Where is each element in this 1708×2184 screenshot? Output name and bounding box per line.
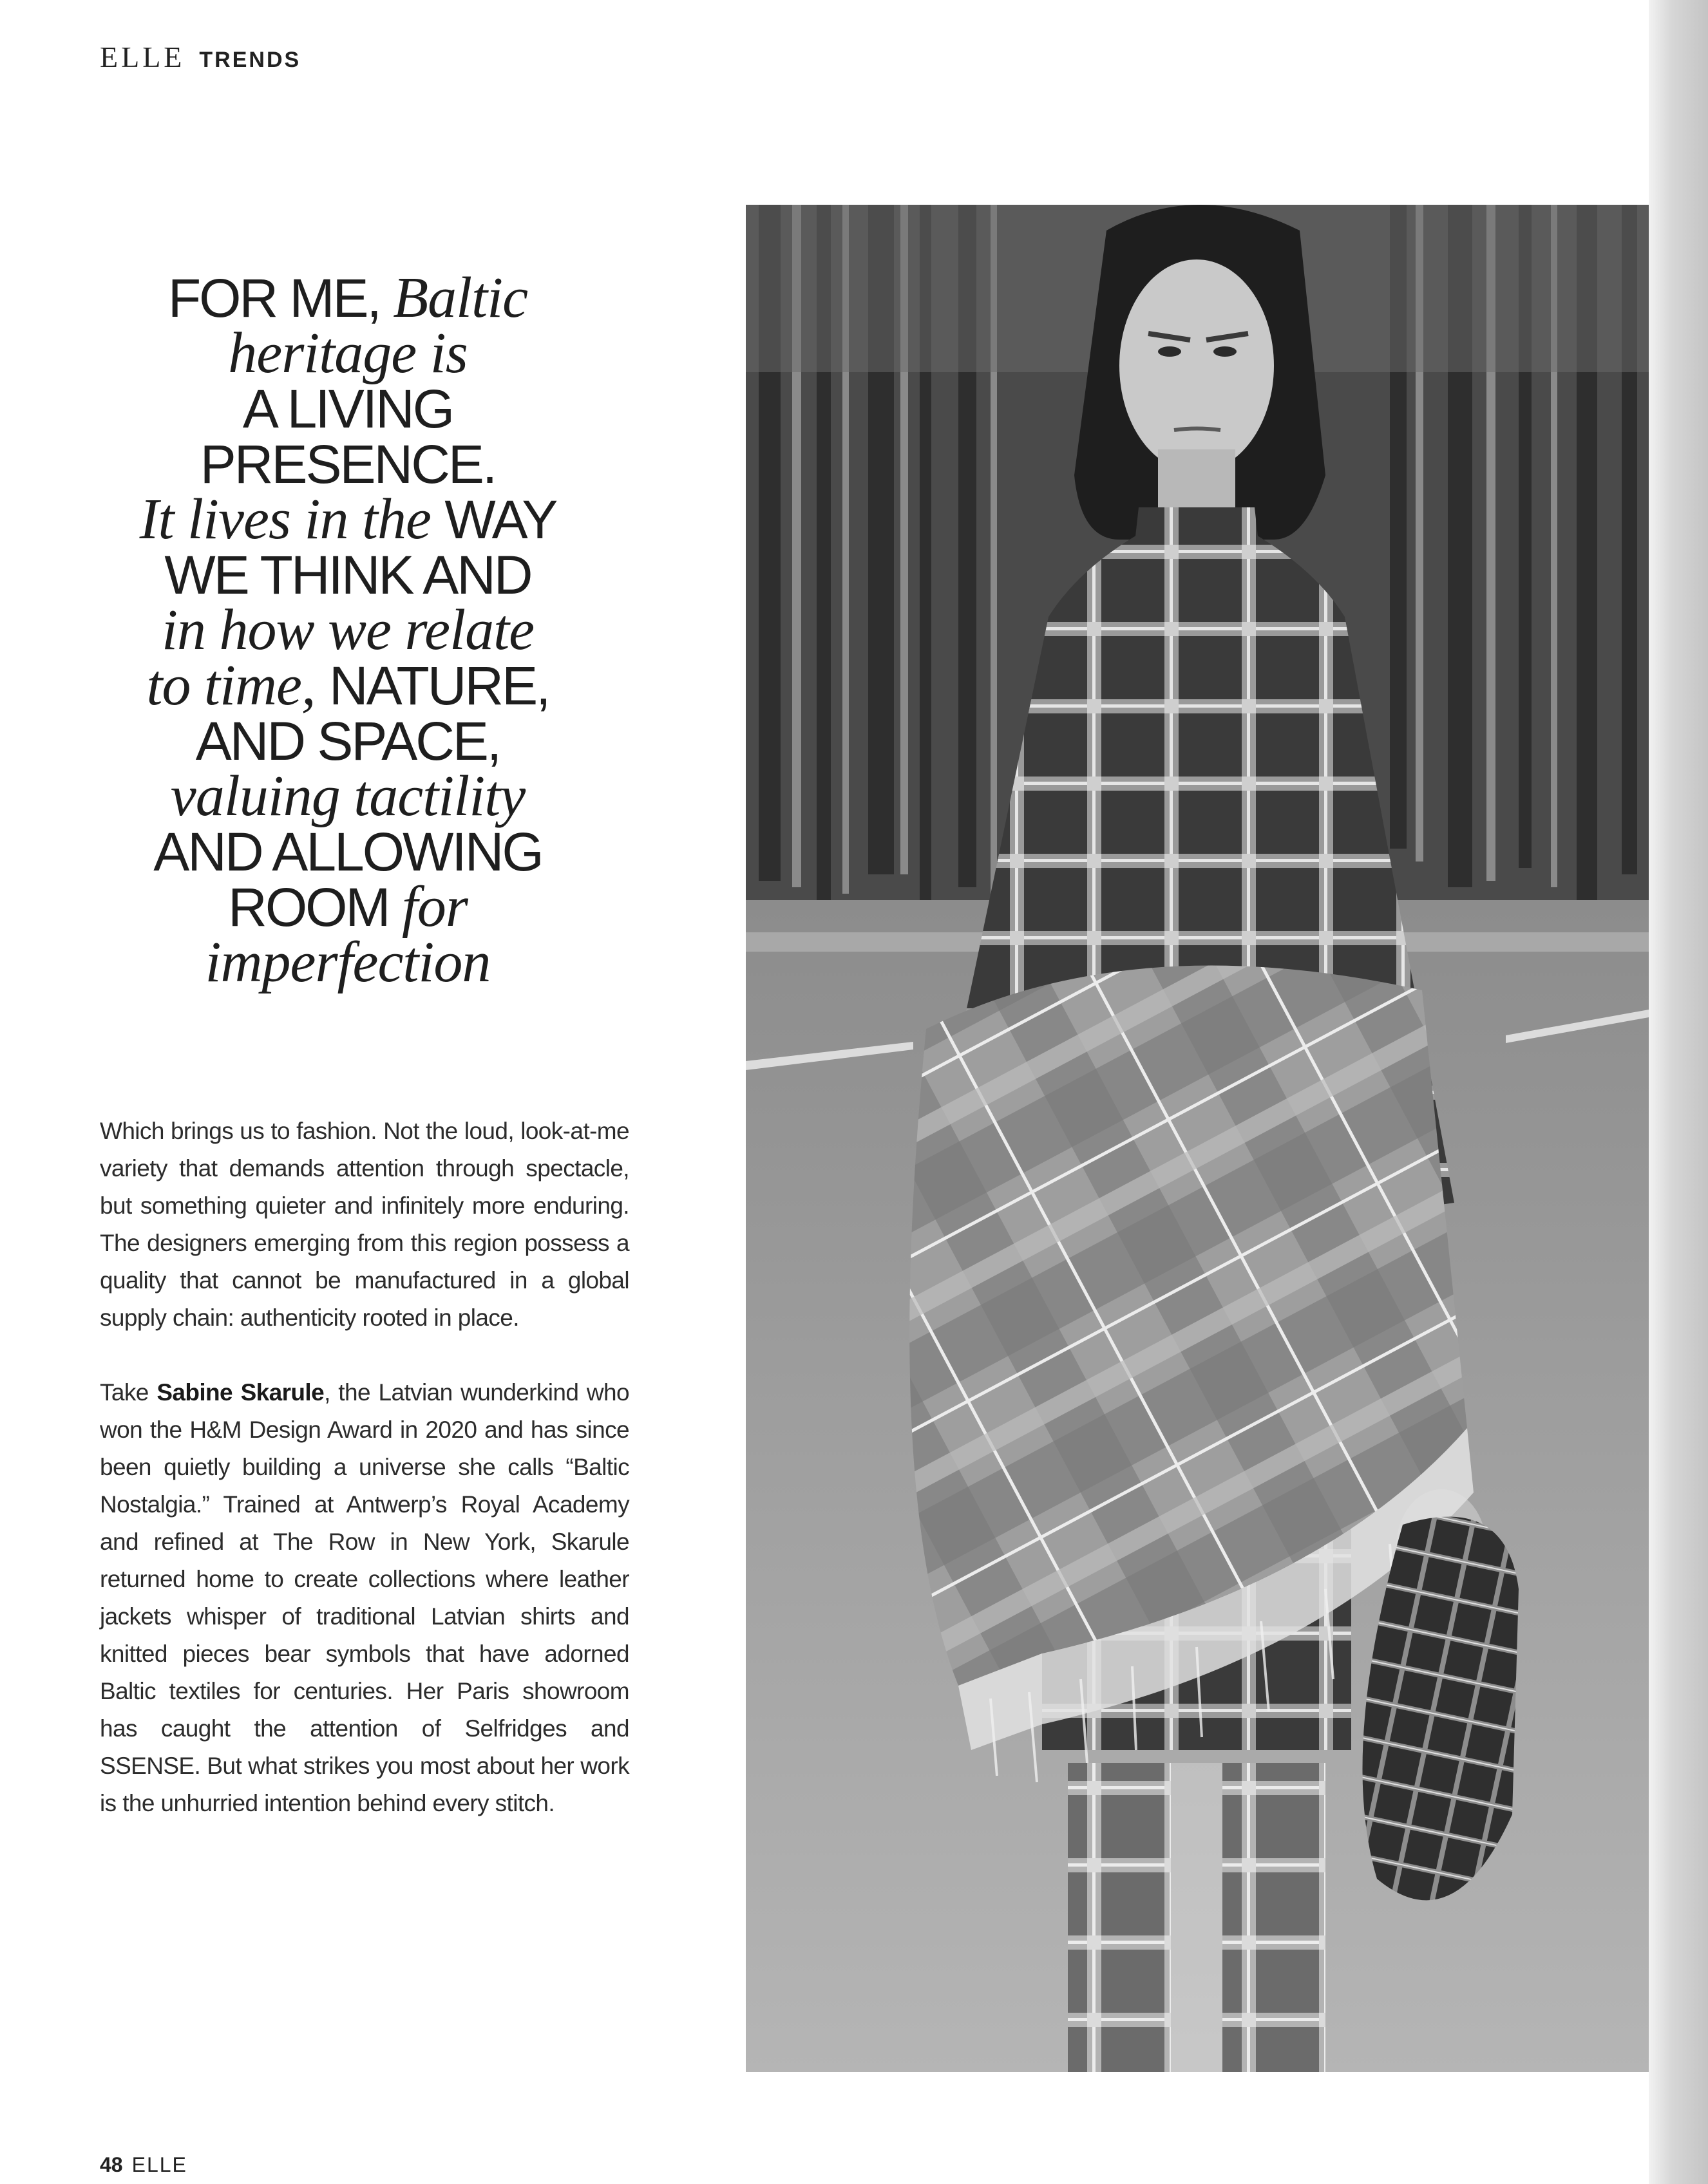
paragraph-2 — [100, 1374, 629, 1822]
section-label: TRENDS — [199, 48, 301, 72]
pull-quote-italic: to time, — [146, 654, 329, 717]
pull-quote-italic: valuing tactility — [170, 764, 526, 828]
pull-quote-italic: imperfection — [205, 930, 491, 994]
pull-quote-italic: It lives in the — [139, 487, 445, 551]
pull-quote-line — [97, 654, 599, 717]
paragraph-1: Which brings us to fashion. Not the loud, look-at-me variety that demands attention through spectacle, but something quieter and infinitely more enduring. The designers emerging from this region possess a quality that cannot be manufactured in a global supply chain: authenticity rooted in place. — [100, 1118, 629, 1331]
paragraph-2-lead: Take — [100, 1379, 157, 1406]
pull-quote-roman: AND ALLOWING — [153, 822, 542, 882]
pull-quote-roman: NATURE, — [329, 655, 549, 716]
adjacent-page-edge — [1649, 0, 1708, 2184]
pull-quote-roman: A LIVING — [242, 379, 453, 439]
designer-name: Sabine Skarule — [157, 1379, 325, 1406]
pull-quote-line — [97, 930, 599, 994]
pull-quote-roman: FOR ME, — [167, 268, 394, 328]
article-body — [100, 1113, 629, 1859]
pull-quote-roman: WE THINK AND — [164, 545, 531, 605]
pull-quote-italic: in how we relate — [161, 598, 535, 662]
pull-quote-italic: heritage is — [228, 321, 468, 385]
pull-quote-italic: for — [401, 875, 468, 939]
pull-quote-line — [97, 487, 599, 551]
pull-quote-line — [97, 434, 599, 494]
pull-quote-line — [97, 266, 599, 330]
pull-quote — [97, 266, 599, 994]
pull-quote-line — [97, 764, 599, 828]
footer-brand: ELLE — [131, 2153, 187, 2176]
paragraph-2-text: , the Latvian wunderkind who won the H&M Design Award in 2020 and has since been quietly building a universe she calls “Baltic Nostalgia.” Trained at Antwerp’s Royal Academy and refined at The Row in New York, Skarule returned home to create collections where leather jackets whisper of traditional Latvian shirts and knitted pieces bear symbols that have adorned Baltic textiles for centuries. Her Paris showroom has caught the attention of Selfridges and SSENSE. But what strikes you most about her work is the unhurried intention behind every stitch. — [100, 1379, 630, 1816]
pull-quote-roman: AND SPACE, — [195, 711, 500, 771]
pull-quote-roman: WAY — [444, 489, 556, 550]
photo-illustration — [746, 205, 1649, 2072]
pull-quote-line — [97, 875, 599, 939]
pull-quote-italic: Baltic — [393, 266, 528, 330]
editorial-photo — [746, 205, 1649, 2072]
pull-quote-line — [97, 321, 599, 385]
pull-quote-line — [97, 381, 599, 437]
pull-quote-roman: PRESENCE. — [200, 434, 496, 494]
magazine-logo: ELLE — [100, 41, 185, 73]
page-footer — [100, 2153, 187, 2177]
pull-quote-line — [97, 713, 599, 769]
pull-quote-roman: ROOM — [228, 877, 402, 937]
page-number: 48 — [100, 2153, 123, 2176]
pull-quote-line — [97, 598, 599, 662]
pull-quote-line — [97, 824, 599, 880]
pull-quote-line — [97, 547, 599, 603]
page-header — [100, 40, 301, 72]
